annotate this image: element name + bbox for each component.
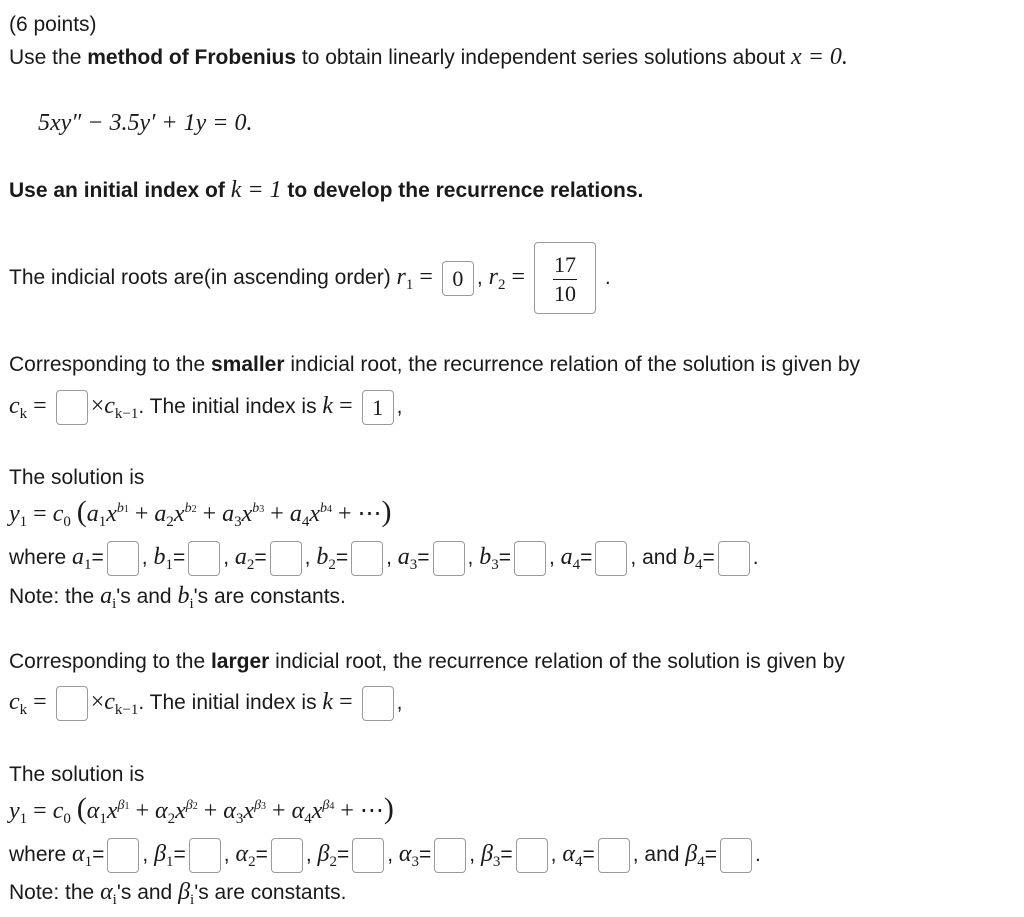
r1-input[interactable]: 0 — [442, 261, 474, 296]
indicial-text: The indicial roots are(in ascending order) — [9, 266, 397, 289]
points-label: (6 points) — [9, 13, 97, 36]
r2-input[interactable] — [534, 242, 596, 314]
solution2-note: Note: the $\alpha_i's$ and $\beta_i's$ are constants. — [9, 879, 347, 908]
note-mid: 's and — [116, 585, 178, 608]
r2-sub: 2 — [497, 277, 506, 293]
index-note-math: k = 1 — [230, 177, 282, 203]
ckm1-sub: k−1 — [114, 406, 139, 422]
ratio-large-input[interactable] — [56, 686, 88, 721]
ck-sub: k — [19, 406, 28, 422]
a1-input[interactable] — [107, 541, 139, 576]
larger-root-text — [9, 649, 845, 675]
beta2-input[interactable] — [352, 838, 384, 873]
solution2-title: The solution is — [9, 763, 145, 786]
larger-pre: Corresponding to the — [9, 650, 211, 673]
alpha1-input[interactable] — [107, 838, 139, 873]
index-note — [9, 177, 643, 204]
k-small-input[interactable]: 1 — [362, 390, 394, 425]
ck-label: c — [9, 393, 20, 419]
solution1-note: Note: the $a_i's$ and $b_i's$ are constants. — [9, 583, 346, 612]
smaller-recurrence-row: $c_k = \times c_{k-1}$. The initial index is k = 1 , — [9, 386, 402, 434]
a4-input[interactable] — [595, 541, 627, 576]
ckm1-label: c — [104, 393, 115, 419]
where-text-2: where — [9, 843, 73, 866]
a3-input[interactable] — [433, 541, 465, 576]
index-note-post: to develop the recurrence relations. — [281, 179, 644, 202]
note2-mid: 's and — [116, 881, 179, 904]
intro-post: to obtain linearly independent series solutions about — [296, 46, 792, 69]
where-text: where — [9, 546, 73, 569]
solution1-series: $y_1 = c_0$ ($a_1x^{b1} + a_2x^{b2} + a_3x^{b3} + a_4x^{b4}$ + ⋯) — [9, 495, 392, 530]
intro-math: x = 0. — [791, 44, 848, 70]
k-large-input[interactable] — [362, 686, 394, 721]
note-pre: Note: the — [9, 585, 101, 608]
solution1-coefficients-row: where $a_1=$ , $b_1=$ , $a_2=$ , $b_2=$ , $a_3=$ , $b_3=$ , $a_4=$ , and $b_4=$ . — [9, 537, 759, 585]
r1-label: r — [396, 264, 406, 290]
alpha3-input[interactable] — [434, 838, 466, 873]
solution2-series: $y_1 = c_0$ ($\alpha_1x^{\beta 1} + \alpha_2x^{\beta 2} + \alpha_3x^{\beta 3} + \alpha_4x^{\beta 4}$ + ⋯) — [9, 792, 394, 827]
r2-label: r — [488, 264, 498, 290]
larger-bold: larger — [210, 650, 270, 673]
a2-input[interactable] — [270, 541, 302, 576]
larger-recurrence-row: $c_k = \times c_{k-1}$. The initial index is k = , — [9, 682, 402, 730]
and-text-2: , and — [632, 843, 686, 866]
note2-post: 's are constants. — [194, 881, 347, 904]
b4-input[interactable] — [718, 541, 750, 576]
fraction-bar — [553, 279, 577, 280]
larger-index-text: . The initial index is — [138, 691, 323, 714]
note2-pre: Note: the — [9, 881, 101, 904]
intro-text — [9, 44, 848, 71]
beta4-input[interactable] — [720, 838, 752, 873]
index-note-pre: Use an initial index of — [9, 179, 231, 202]
beta3-input[interactable] — [516, 838, 548, 873]
larger-post: indicial root, the recurrence relation of the solution is given by — [269, 650, 845, 673]
solution2-coefficients-row: where $\alpha_1=$ , $\beta_1=$ , $\alpha_2=$ , $\beta_2=$ , $\alpha_3=$ , $\beta_3=$ , $\alpha_4=$ , and $\beta_4=$ . — [9, 834, 761, 882]
r2-denominator: 10 — [553, 281, 576, 307]
smaller-pre: Corresponding to the — [9, 353, 211, 376]
alpha2-input[interactable] — [271, 838, 303, 873]
index-text: . The initial index is — [138, 395, 323, 418]
r2-numerator: 17 — [553, 252, 576, 278]
ode-equation: 5xy″ − 3.5y′ + 1y = 0. — [38, 110, 253, 136]
b3-input[interactable] — [514, 541, 546, 576]
smaller-root-text — [9, 352, 860, 378]
intro-bold: method of Frobenius — [87, 46, 297, 69]
ratio-small-input[interactable] — [56, 390, 88, 425]
note-post: 's are constants. — [193, 585, 346, 608]
intro-pre: Use the — [9, 46, 88, 69]
alpha4-input[interactable] — [598, 838, 630, 873]
r1-sub: 1 — [405, 277, 414, 293]
b1-input[interactable] — [188, 541, 220, 576]
b2-input[interactable] — [351, 541, 383, 576]
smaller-bold: smaller — [210, 353, 285, 376]
solution1-title: The solution is — [9, 466, 145, 489]
smaller-post: indicial root, the recurrence relation of the solution is given by — [284, 353, 861, 376]
indicial-roots-row: The indicial roots are(in ascending order) $r_1 = 0$ , $r_2$ = $\frac{17}{10}$ . — [9, 242, 611, 320]
beta1-input[interactable] — [189, 838, 221, 873]
and-text: , and — [630, 546, 683, 569]
